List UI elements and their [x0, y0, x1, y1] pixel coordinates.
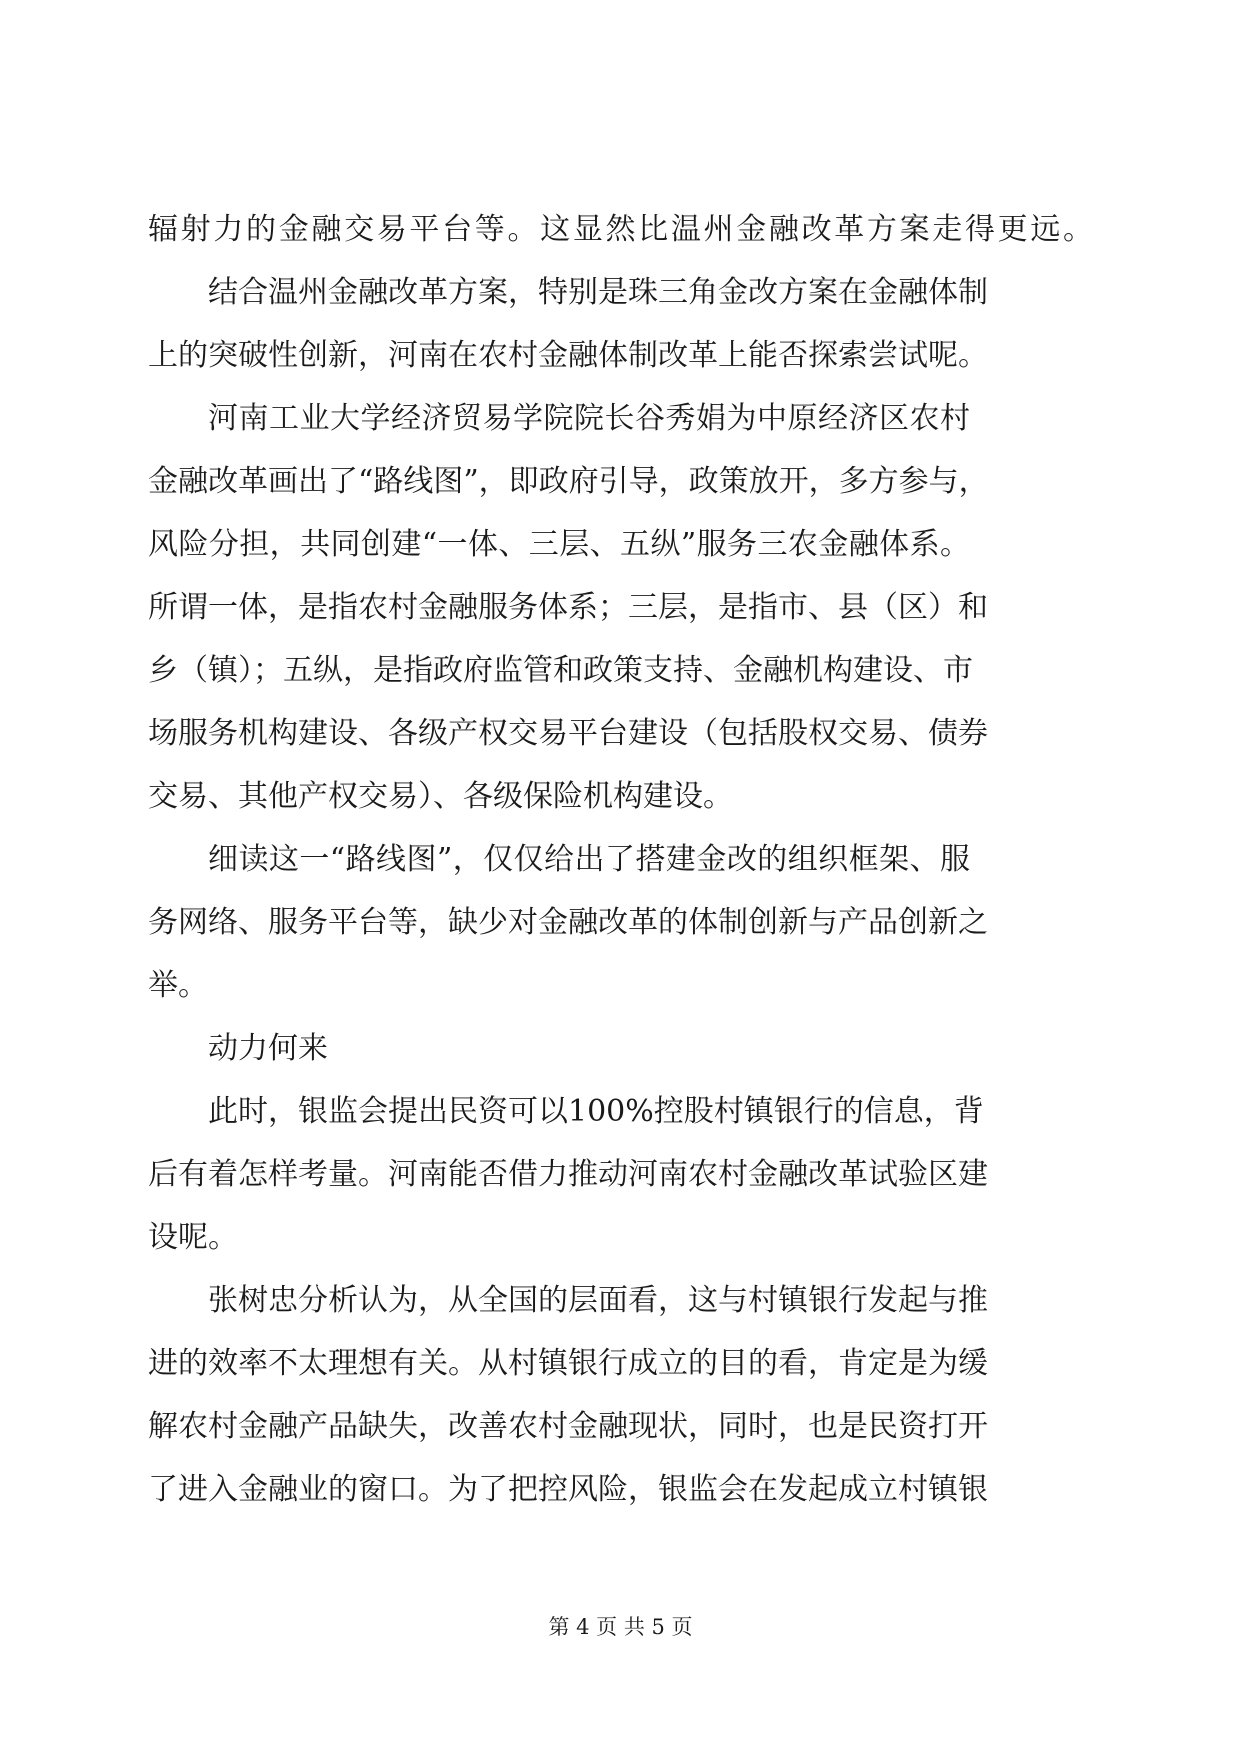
- paragraph-line: 设呢。: [148, 1220, 238, 1255]
- paragraph-line: 解农村金融产品缺失，改善农村金融现状，同时，也是民资打开: [148, 1409, 988, 1444]
- paragraph-line: 举。: [148, 968, 208, 1003]
- section-heading: 动力何来: [208, 1031, 328, 1066]
- paragraph-line: 了进入金融业的窗口。为了把控风险，银监会在发起成立村镇银: [148, 1472, 988, 1507]
- paragraph-line: 交易、其他产权交易）、各级保险机构建设。: [148, 779, 733, 814]
- paragraph-line: 后有着怎样考量。河南能否借力推动河南农村金融改革试验区建: [148, 1157, 988, 1192]
- paragraph-line: 所谓一体，是指农村金融服务体系；三层，是指市、县（区）和: [148, 590, 988, 625]
- paragraph-line: 务网络、服务平台等，缺少对金融改革的体制创新与产品创新之: [148, 905, 988, 940]
- paragraph-line: 辐射力的金融交易平台等。这显然比温州金融改革方案走得更远。: [148, 212, 1093, 247]
- paragraph-line: 场服务机构建设、各级产权交易平台建设（包括股权交易、债券: [148, 716, 988, 751]
- paragraph-line: 此时，银监会提出民资可以100%控股村镇银行的信息，背: [208, 1094, 984, 1129]
- paragraph-line: 进的效率不太理想有关。从村镇银行成立的目的看，肯定是为缓: [148, 1346, 988, 1381]
- paragraph-line: 金融改革画出了“路线图”，即政府引导，政策放开，多方参与，: [148, 464, 989, 499]
- page-number-footer: 第 4 页 共 5 页: [548, 1615, 693, 1639]
- paragraph-line: 张树忠分析认为，从全国的层面看，这与村镇银行发起与推: [208, 1283, 988, 1318]
- paragraph-line: 上的突破性创新，河南在农村金融体制改革上能否探索尝试呢。: [148, 338, 988, 373]
- paragraph-line: 细读这一“路线图”，仅仅给出了搭建金改的组织框架、服: [208, 842, 970, 877]
- paragraph-line: 结合温州金融改革方案，特别是珠三角金改方案在金融体制: [208, 275, 988, 310]
- paragraph-line: 河南工业大学经济贸易学院院长谷秀娟为中原经济区农村: [208, 401, 970, 436]
- paragraph-line: 风险分担，共同创建“一体、三层、五纵”服务三农金融体系。: [148, 527, 970, 562]
- paragraph-line: 乡（镇）；五纵，是指政府监管和政策支持、金融机构建设、市: [148, 653, 973, 688]
